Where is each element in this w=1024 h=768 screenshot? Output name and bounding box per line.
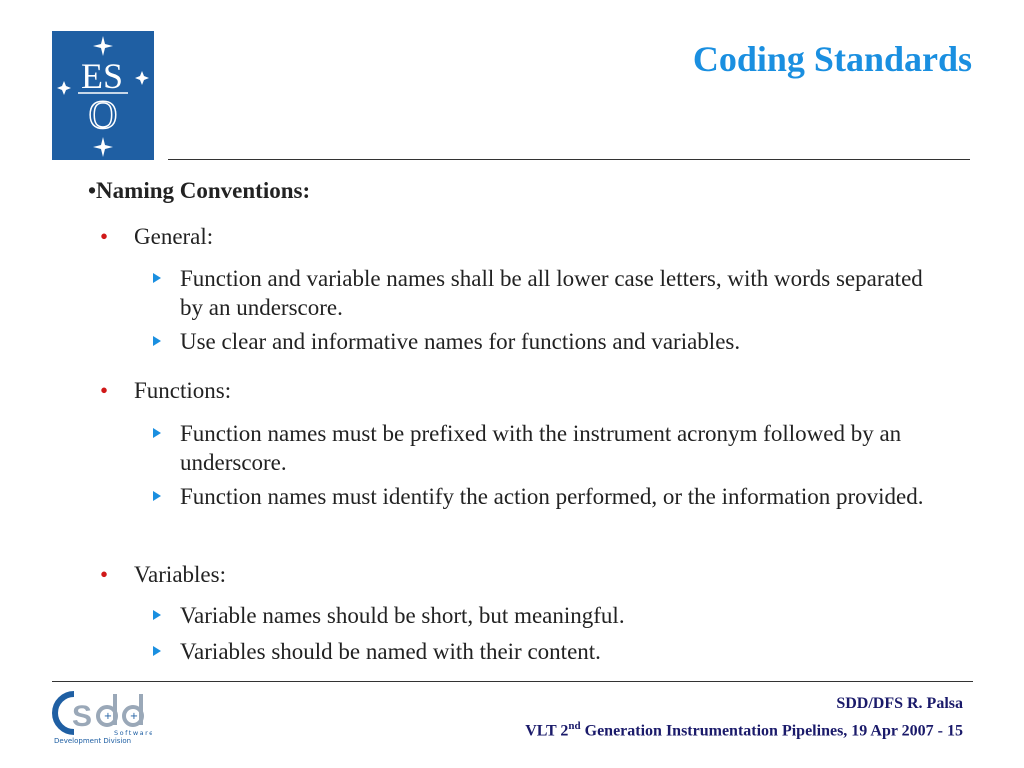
footer-event-sup: nd bbox=[568, 720, 581, 732]
sdd-logo-graphic bbox=[52, 688, 152, 746]
slide-title: Coding Standards bbox=[692, 39, 972, 79]
footer-divider bbox=[52, 681, 973, 682]
sdd-logo-sub1: Software bbox=[114, 729, 152, 737]
sdd-logo-sub2: Development Division bbox=[54, 737, 132, 745]
header-divider bbox=[168, 159, 970, 160]
footer-event bbox=[525, 715, 963, 742]
bullet-icon: • bbox=[100, 224, 109, 249]
arrow-bullet-icon bbox=[153, 646, 161, 656]
arrow-bullet-icon bbox=[153, 491, 161, 501]
group-general bbox=[100, 224, 213, 250]
group-functions bbox=[100, 378, 231, 404]
logo-es-text: ES bbox=[80, 56, 124, 96]
group-label: General: bbox=[134, 224, 214, 249]
list-item bbox=[153, 637, 933, 666]
list-item-text: Use clear and informative names for functions and variables. bbox=[180, 329, 741, 354]
group-variables bbox=[100, 562, 226, 588]
arrow-bullet-icon bbox=[153, 336, 161, 346]
list-item bbox=[153, 264, 933, 322]
section-heading: •Naming Conventions: bbox=[88, 178, 311, 203]
list-item-text: Function names must identify the action performed, or the information provided. bbox=[180, 484, 924, 509]
list-item bbox=[153, 601, 933, 630]
footer-event-suffix: Generation Instrumentation Pipelines, 19 Apr 2007 - 15 bbox=[580, 722, 963, 740]
list-item-text: Variable names should be short, but meaningful. bbox=[180, 603, 625, 628]
bullet-icon: • bbox=[100, 378, 109, 403]
eso-logo-graphic bbox=[52, 31, 154, 160]
footer-event-prefix: VLT 2 bbox=[525, 722, 569, 740]
list-item bbox=[153, 327, 933, 356]
svg-text:+: + bbox=[103, 711, 113, 722]
sdd-logo-text: S bbox=[72, 700, 93, 733]
bullet-icon: • bbox=[100, 562, 109, 587]
list-item-text: Function names must be prefixed with the instrument acronym followed by an underscore. bbox=[180, 421, 902, 475]
logo-o-text: O bbox=[88, 92, 118, 137]
sdd-logo bbox=[52, 688, 152, 746]
list-item bbox=[153, 482, 933, 511]
eso-logo bbox=[52, 31, 154, 160]
arrow-bullet-icon bbox=[153, 610, 161, 620]
group-label: Variables: bbox=[134, 562, 226, 587]
footer-author: SDD/DFS R. Palsa bbox=[836, 695, 963, 712]
group-label: Functions: bbox=[134, 378, 232, 403]
arrow-bullet-icon bbox=[153, 273, 161, 283]
list-item-text: Variables should be named with their content. bbox=[180, 639, 601, 664]
footer-info bbox=[525, 693, 963, 742]
arrow-bullet-icon bbox=[153, 428, 161, 438]
list-item-text: Function and variable names shall be all lower case letters, with words separated by an underscore. bbox=[180, 266, 923, 320]
list-item bbox=[153, 419, 933, 477]
svg-text:+: + bbox=[129, 711, 139, 722]
